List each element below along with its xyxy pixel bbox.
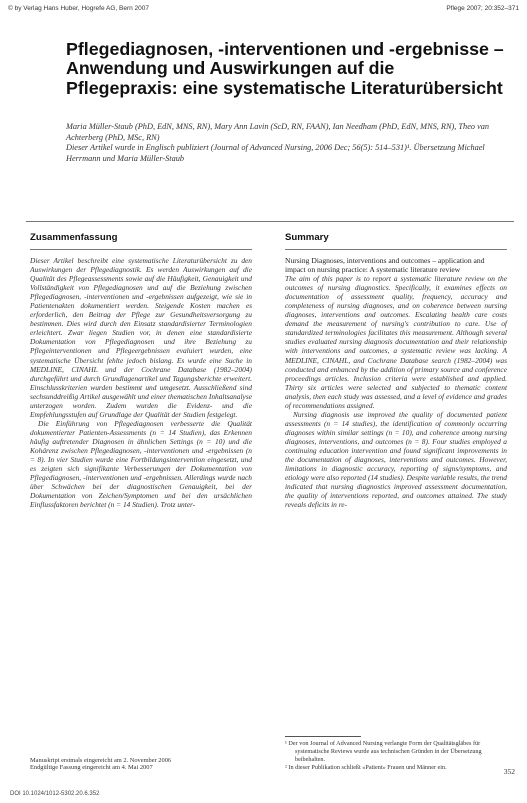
footnotes (285, 740, 497, 773)
footnote-1: ¹ Der von Journal of Advanced Nursing verlangte Form der Qualitätsgläbes für systematische Reviews wurde aus technischen Gründen in der Übersetzung beibehalten. (285, 740, 482, 763)
zusammenfassung-paragraph-2: Die Einführung von Pflegediagnosen verbesserte die Qualität dokumentierter Patienten-Assessments (n = 14 Studien), das Erkennen häufig auftretender Diagnosen in ähnlichen Settings (n = 10) und die Kohärenz zwischen Pflegediagnosen, -interventionen und -ergebnissen (n = 8). In vier Studien wurde eine Fortbildungsintervention eingesetzt, und es zeigten sich signifikante Verbesserungen der Dokumentation von Pflegediagnosen, -interventionen und -ergebnissen. Allerdings wurde nach über Schwächen bei der diagnostischen Genauigkeit, bei der Dokumentation von Zeichen/Symptomen und bei den ursächlichen Einflussfaktoren berichtet (n = 14 Studien). Trotz unter- (30, 418, 252, 510)
summary-title: Nursing Diagnoses, interventions and outcomes – application and impact on nursing practice: A systematic literature review (285, 256, 485, 275)
doi: DOI 10.1024/1012-5302.20.6.352 (10, 791, 100, 797)
zusammenfassung-heading: Zusammenfassung (30, 232, 252, 250)
zusammenfassung-column (30, 232, 252, 509)
received-date: Manuskript erstmals eingereicht am 2. November 2006 (30, 757, 172, 764)
article-title: Pflegediagnosen, -interventionen und -ergebnisse – Anwendung und Auswirkungen auf die Pflegepraxis: eine systematische Literaturübersicht (66, 39, 504, 98)
footnote-divider (285, 736, 361, 737)
author-list: Maria Müller-Staub (PhD, EdN, MNS, RN), Mary Ann Lavin (ScD, RN, FAAN), Ian Needham (PhD, EdN, MNS, RN), Theo van Achterberg (PhD, MSc, RN) (66, 122, 490, 142)
author-block (66, 122, 514, 164)
journal-citation: Pflege 2007; 20:352–371 (446, 5, 519, 12)
summary-column (285, 232, 507, 509)
page-number: 352 (503, 767, 515, 776)
zusammenfassung-paragraph-1: Dieser Artikel beschreibt eine systematische Literaturübersicht zu den Auswirkungen der Pflegediagnostik. Es werden Auswirkungen auf die Qualität des Pflegeassessments sowie auf die Häufigkeit, Genauigkeit und Vollständigkeit von Pflegediagnosen und auf die Beziehung zwischen Pflegediagnosen, -interventionen und -ergebnissen aufgezeigt, wie sie in Patientenakten dokumentiert werden. Steigende Kosten machen es erforderlich, den Beitrag der Pflege zur Gesundheitsversorgung zu bestimmen. Dies wird durch den Einsatz standardisierter Terminologien erleichtert. Zwar liegen Studien vor, in denen eine standardisierte Dokumentation von Pflegediagnosen und ihre Beziehung zu Pflegeinterventionen und Pflegeergebnissen evaluiert wurden, eine systematische Übersicht fehlte jedoch bislang. Es wurde eine Suche in MEDLINE, CINAHL und der Cochrane Database (1982–2004) durchgeführt und durch Grundlagenartikel und Tagungsberichte erweitert. Einschlusskriterien wurden bestimmt und umgesetzt. Ausschließend sind sechsunddreißig Artikel ausgewählt und einer thematischen Inhaltsanalyse unterzogen worden. Zudem wurden die Evidenz- und die Empfehlungsstufen auf Grundlage der Qualität der Studien festgelegt. (30, 256, 252, 419)
header-divider (26, 221, 514, 222)
journal-copyright: © by Verlag Hans Huber, Hogrefe AG, Bern 2007 (8, 5, 150, 12)
footnote-2: ² In dieser Publikation schließt «Patient» Frauen und Männer ein. (285, 764, 447, 772)
final-version-date: Endgültige Fassung eingereicht am 4. Mai 2007 (30, 764, 153, 772)
summary-heading: Summary (285, 232, 507, 250)
summary-paragraph-1: The aim of this paper is to report a systematic literature review on the outcomes of nursing diagnostics. Specifically, it examines effects on documentation of assessment quality, frequency, accuracy and completeness of nursing diagnoses, and on coherence between nursing diagnoses, interventions and outcomes. Escalating health care costs demand the measurement of nursing's contribution to care. Use of standardized terminologies facilitates this measurement. Although several studies evaluated nursing diagnosis documentation and their relationship with interventions and outcomes, a systematic review was lacking. A MEDLINE, CINAHL, and Cochrane Database search (1982–2004) was conducted and enhanced by the addition of primary source and conference proceedings articles. Inclusion criteria were established and applied. Thirty six articles were selected and subjected to thematic content analysis, then each study was assessed, and a level of evidence and grades of recommendations assigned. (285, 274, 507, 410)
manuscript-dates (30, 757, 171, 772)
summary-paragraph-2: Nursing diagnosis use improved the quality of documented patient assessments (n = 14 studies), the identification of commonly occurring diagnoses within similar settings (n = 10), and coherence among nursing diagnoses, interventions, and outcomes (n = 8). Four studies employed a continuing education intervention and found significant improvements in the documentation of diagnoses, interventions and outcomes. However, limitations in diagnostic accuracy, reporting of signs/symptoms, and etiology were also reported (14 studies). Despite variable results, the trend indicated that nursing diagnostics improved assessment documentation, the quality of interventions reported, and outcomes attained. The study reveals deficits in re- (285, 409, 507, 510)
translation-note: Dieser Artikel wurde in Englisch publiziert (Journal of Advanced Nursing, 2006 Dec; 56(5): 514–531)¹. Übersetzung Michael Herrmann und Maria Müller-Staub (66, 143, 485, 163)
